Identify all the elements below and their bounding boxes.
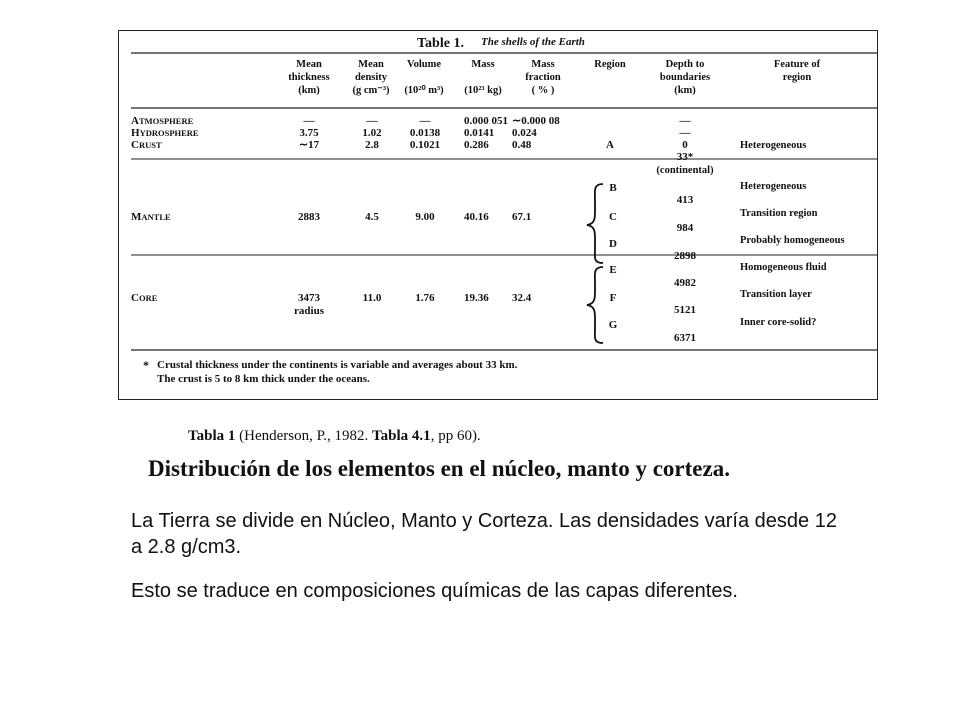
shell-names [131,115,199,304]
cell-atmosphere-thickness: — [303,115,315,127]
region-b: B [609,182,617,194]
header-1-line-1: Mean [296,59,322,70]
table-caption [188,428,481,445]
depth-11: 6371 [674,332,696,344]
header-5-line-2: fraction [525,72,561,83]
header-3-line-1: Volume [406,59,442,70]
depth-6: 413 [676,194,694,206]
caption-bold-1: Tabla 1 [188,428,236,444]
region-d: D [609,238,617,250]
shell-name-crust: CRUST [131,139,162,151]
cell-core-volume: 1.76 [415,292,435,304]
cell-mantle-volume: 9.00 [415,211,435,223]
depth-column [656,115,714,344]
cell-core-fraction: 32.4 [512,292,532,304]
column-headers [288,59,820,96]
shell-name-core: CORE [131,292,158,304]
cell-atmosphere-volume: — [419,115,431,127]
cell-crust-mass: 0.286 [464,139,489,151]
cell-hydrosphere-volume: 0.0138 [409,127,441,139]
feature-column [740,140,845,328]
cell-mantle-fraction: 67.1 [512,211,532,223]
footnote-line-2: The crust is 5 to 8 km thick under the oceans. [157,373,370,385]
shell-name-hydrosphere: HYDROSPHERE [131,127,199,139]
depth-10: 5121 [674,304,696,316]
feature-6: Transition layer [740,289,812,300]
cell-atmosphere-density: — [366,115,378,127]
numeric-cells [294,115,560,317]
depth-3: 0 [682,139,688,151]
cell-crust-fraction: 0.48 [512,139,532,151]
cell-core-density: 11.0 [362,292,382,304]
depth-1: — [679,115,691,127]
paragraph-2: Esto se traduce en composiciones químicas de las capas diferentes. [131,580,738,602]
depth-7: 984 [676,222,694,234]
header-2-line-3: (g cm⁻³) [352,85,390,96]
cell-crust-density: 2.8 [365,139,379,151]
cell-mantle-mass: 40.16 [464,211,489,223]
cell-hydrosphere-fraction: 0.024 [512,127,537,139]
feature-1: Heterogeneous [740,140,807,151]
cell-mantle-thickness: 2883 [298,211,320,223]
footnote-marker: * [143,358,149,372]
feature-3: Transition region [740,208,818,219]
region-c: C [609,211,617,223]
earth-shells-table-image [118,30,878,400]
table-label: Table 1. [417,36,464,51]
cell-atmosphere-fraction: ∼0.000 08 [512,115,560,127]
shell-name-atmosphere: ATMOSPHERE [131,115,194,127]
footnote-line-1: Crustal thickness under the continents is variable and averages about 33 km. [157,359,518,371]
depth-9: 4982 [674,277,696,289]
cell-core-thickness-note: radius [294,305,324,317]
cell-core-thickness: 3473 [298,292,320,304]
region-f: F [609,292,617,304]
header-8-line-2: region [782,72,812,83]
cell-atmosphere-mass: 0.000 051 [464,115,508,127]
cell-hydrosphere-mass: 0.0141 [464,127,495,139]
depth-8: 2898 [674,250,696,262]
depth-4: 33* [676,151,694,163]
caption-bold-2: Tabla 4.1 [372,428,431,444]
cell-core-mass: 19.36 [464,292,489,304]
feature-5: Homogeneous fluid [740,262,827,273]
header-4-line-1: Mass [471,59,495,70]
page-heading: Distribución de los elementos en el núcleo, manto y corteza. [148,456,730,481]
header-3-line-3: (10²⁰ m³) [404,85,444,96]
feature-7: Inner core-solid? [740,317,817,328]
cell-mantle-density: 4.5 [365,211,379,223]
header-2-line-1: Mean [358,59,384,70]
header-4-line-3: (10²³ kg) [464,85,502,96]
brace-mantle [587,184,603,263]
header-7-line-3: (km) [674,85,696,96]
cell-hydrosphere-density: 1.02 [362,127,382,139]
region-a: A [606,139,614,151]
header-7-line-2: boundaries [659,72,711,83]
cell-crust-volume: 0.1021 [409,139,441,151]
header-5-line-1: Mass [531,59,555,70]
header-5-line-3: ( % ) [531,85,555,96]
table-subtitle: The shells of the Earth [481,36,585,48]
brace-core [587,267,603,343]
caption-text-2: , pp 60). [430,428,481,444]
depth-2: — [679,127,691,139]
paragraph-1: La Tierra se divide en Núcleo, Manto y Corteza. Las densidades varía desde 12 a 2.8 g/cm3. [131,510,837,558]
caption-text-1: (Henderson, P., 1982. [235,428,373,444]
cell-crust-thickness: ∼17 [298,139,320,151]
header-1-line-2: thickness [288,72,330,83]
shell-name-mantle: MANTLE [131,211,171,223]
region-g: G [608,319,618,331]
cell-hydrosphere-thickness: 3.75 [299,127,319,139]
depth-5: (continental) [656,165,714,176]
header-2-line-2: density [354,72,388,83]
feature-4: Probably homogeneous [740,235,845,246]
header-1-line-3: (km) [298,85,320,96]
region-e: E [609,264,617,276]
feature-2: Heterogeneous [740,181,807,192]
region-column [606,139,618,331]
header-6-line-1: Region [594,59,626,70]
header-7-line-1: Depth to [665,59,705,70]
header-8-line-1: Feature of [773,59,821,70]
